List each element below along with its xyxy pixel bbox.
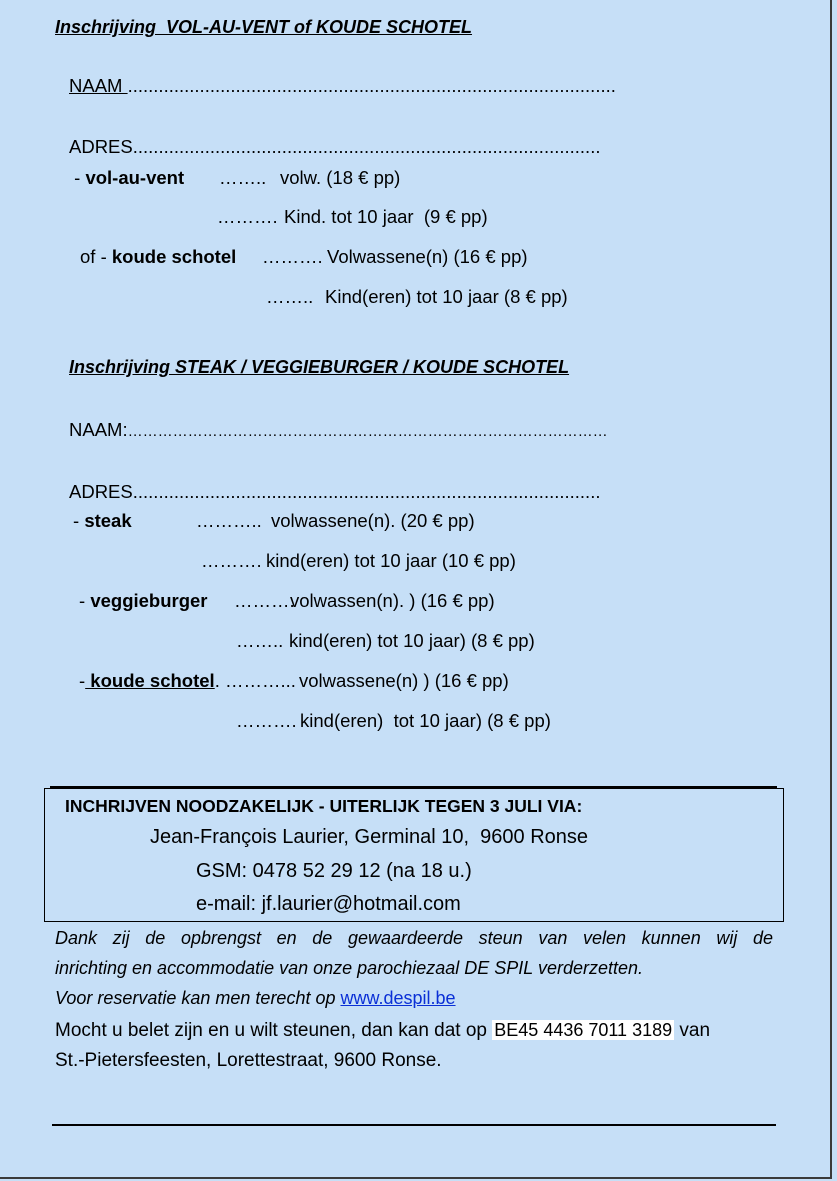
footer-address: St.-Pietersfeesten, Lorettestraat, 9600 Ronse. bbox=[55, 1050, 442, 1071]
box-gsm: GSM: 0478 52 29 12 (na 18 u.) bbox=[196, 860, 472, 882]
section2-item-steak-kind-text: kind(eren) tot 10 jaar (10 € pp) bbox=[266, 550, 516, 571]
footer-thanks-line2: inrichting en accommodatie van onze parochiezaal DE SPIL verderzetten. bbox=[55, 958, 643, 978]
section2-item-steak-qty: ……….. bbox=[196, 510, 262, 531]
section2-adres-row bbox=[69, 481, 600, 503]
section2-item-koude-text: volwassene(n) ) (16 € pp) bbox=[299, 670, 509, 691]
section1-adres-row bbox=[69, 136, 600, 158]
section2-item-steak: - steak bbox=[73, 510, 132, 531]
footer-thanks-line1: Dank zij de opbrengst en de gewaardeerde steun van velen kunnen wij de bbox=[55, 928, 773, 948]
section1-naam-dots: ............................................................................................... bbox=[127, 75, 616, 96]
section1-heading: Inschrijving VOL-AU-VENT of KOUDE SCHOTEL bbox=[55, 17, 473, 37]
section2-item-koude-kind-text: kind(eren) tot 10 jaar) (8 € pp) bbox=[300, 710, 551, 731]
section2-naam-label: NAAM: bbox=[69, 419, 128, 440]
footer-reservation: Voor reservatie kan men terecht op www.despil.be bbox=[55, 988, 456, 1008]
section1-item-kinderen-qty: …….. bbox=[266, 286, 314, 307]
section2-adres-dots: ........................................................................................... bbox=[132, 481, 601, 502]
section1-item-volauvent-qty: …….. bbox=[219, 167, 267, 188]
section1-item-kind-text: Kind. tot 10 jaar (9 € pp) bbox=[284, 206, 488, 227]
section2-item-veggie-qty: ………. bbox=[234, 590, 295, 611]
section2-item-steak-kind-qty: ………. bbox=[201, 550, 262, 571]
section1-item-koude-text: Volwassene(n) (16 € pp) bbox=[327, 246, 528, 267]
box-title: INCHRIJVEN NOODZAKELIJK - UITERLIJK TEGEN 3 JULI VIA: bbox=[65, 796, 583, 816]
section2-naam-row bbox=[69, 419, 608, 441]
section2-item-koude: - koude schotel. ………... bbox=[79, 670, 296, 691]
section1-naam-row bbox=[69, 75, 616, 97]
footer-support: Mocht u belet zijn en u wilt steunen, dan kan dat op BE45 4436 7011 3189 van bbox=[55, 1020, 711, 1041]
section1-item-koude: of - koude schotel bbox=[80, 246, 237, 267]
section2-naam-dots: …………………………………………………………………………………… bbox=[127, 423, 608, 440]
section1-item-volauvent: - vol-au-vent bbox=[69, 167, 185, 188]
section1-item-koude-qty: ………. bbox=[262, 246, 323, 267]
box-address: Jean-François Laurier, Germinal 10, 9600 Ronse bbox=[150, 826, 589, 848]
website-link[interactable]: www.despil.be bbox=[340, 988, 456, 1008]
section1-item-kind-qty: ………. bbox=[217, 206, 278, 227]
section2-heading: Inschrijving STEAK / VEGGIEBURGER / KOUDE SCHOTEL bbox=[69, 357, 570, 377]
bottom-rule bbox=[52, 1124, 776, 1126]
section2-item-veggie: - veggieburger bbox=[79, 590, 208, 611]
section2-item-veggie-text: volwassen(n). ) (16 € pp) bbox=[290, 590, 495, 611]
section2-item-veggie-kind-text: kind(eren) tot 10 jaar) (8 € pp) bbox=[289, 630, 535, 651]
section1-naam-label: NAAM bbox=[69, 75, 128, 96]
section2-item-koude-kind-qty: ………. bbox=[236, 710, 297, 731]
section2-item-steak-text: volwassene(n). (20 € pp) bbox=[271, 510, 475, 531]
section1-item-kinderen-text: Kind(eren) tot 10 jaar (8 € pp) bbox=[325, 286, 568, 307]
box-email: e-mail: jf.laurier@hotmail.com bbox=[196, 893, 461, 915]
section2-adres-label: ADRES bbox=[69, 481, 133, 502]
iban-number: BE45 4436 7011 3189 bbox=[494, 1020, 673, 1040]
section1-adres-label: ADRES bbox=[69, 136, 133, 157]
section2-item-veggie-kind-qty: …….. bbox=[236, 630, 284, 651]
section1-item-volauvent-text: volw. (18 € pp) bbox=[280, 167, 401, 188]
section1-adres-dots: ........................................................................................... bbox=[132, 136, 601, 157]
